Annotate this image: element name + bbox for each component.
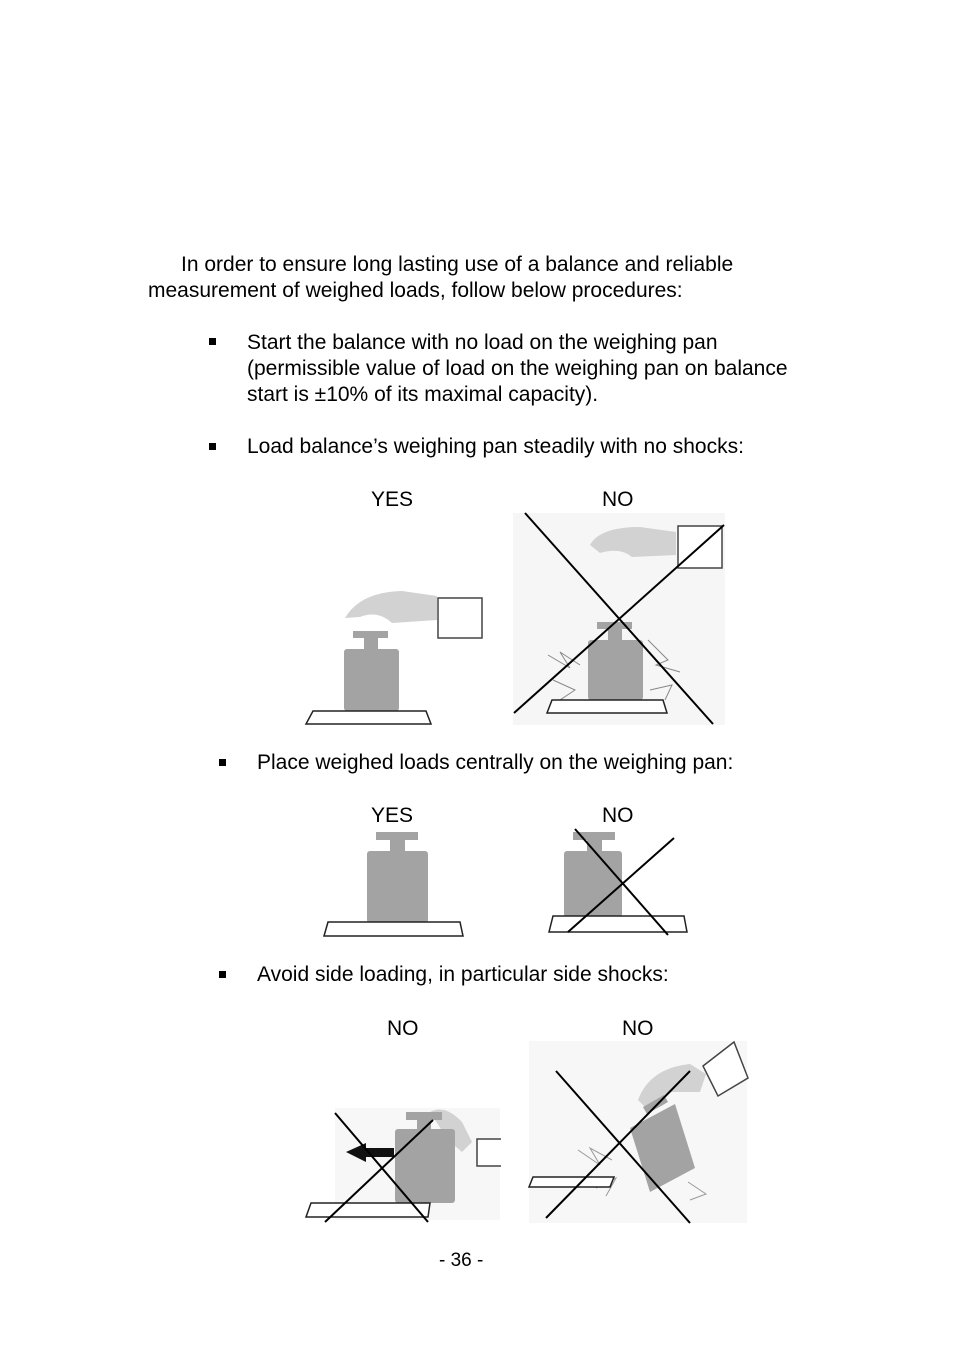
bullet-3-text: Place weighed loads centrally on the weighing pan: [257,751,734,774]
fig1-no-label: NO [602,488,634,511]
fig1-yes-label: YES [371,488,414,511]
fig2-yes-label: YES [371,804,414,827]
bullet-1-line-1: Start the balance with no load on the weighing pan [247,331,718,354]
fig3-left-no-label: NO [387,1017,419,1040]
bullet-2-text: Load balance’s weighing pan steadily with no shocks: [247,435,744,458]
bullet-1-line-3: start is ±10% of its maximal capacity). [247,383,599,406]
fig3-right-no-label: NO [622,1017,654,1040]
intro-line-2: measurement of weighed loads, follow below procedures: [148,279,683,302]
pan-outline [529,1177,614,1187]
page-number: - 36 - [439,1250,484,1271]
bullet-4-text: Avoid side loading, in particular side shocks: [257,963,669,986]
fig2-no-label: NO [602,804,634,827]
intro-line-1: In order to ensure long lasting use of a balance and reliable [181,253,734,276]
bullet-1-line-2: (permissible value of load on the weighing pan on balance [247,357,788,380]
